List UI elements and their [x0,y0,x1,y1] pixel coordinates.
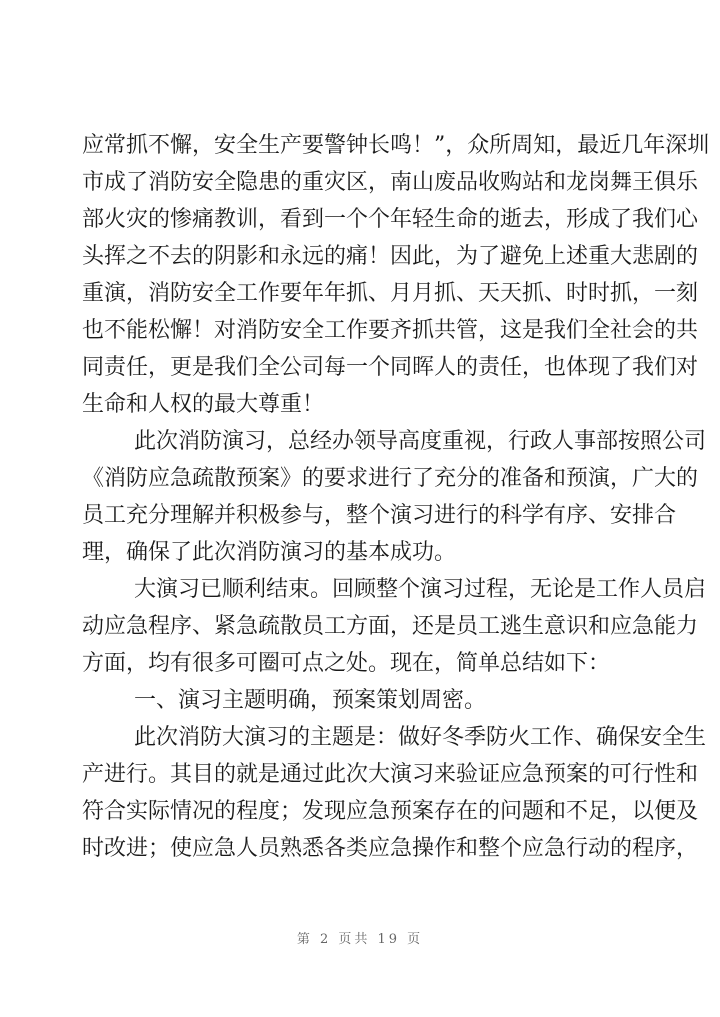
section-heading: 一、演习主题明确，预案策划周密。 [134,688,487,713]
text-line: 部火灾的惨痛教训，看到一个个年轻生命的逝去，形成了我们心 [82,207,699,232]
text-line: 同责任，更是我们全公司每一个同晖人的责任，也体现了我们对 [82,355,699,380]
text-line: 头挥之不去的阴影和永远的痛！因此，为了避免上述重大悲剧的 [82,244,699,269]
paragraph-first-line: 大演习已顺利结束。回顾整个演习过程，无论是工作人员启 [134,577,707,602]
text-line: 理，确保了此次消防演习的基本成功。 [82,540,457,565]
text-line: 方面，均有很多可圈可点之处。现在，简单总结如下： [82,651,611,676]
text-line: 重演，消防安全工作要年年抓、月月抓、天天抓、时时抓，一刻 [82,281,699,306]
text-line: 市成了消防安全隐患的重灾区，南山废品收购站和龙岗舞王俱乐 [82,170,699,195]
text-line: 应常抓不懈，安全生产要警钟长鸣！”，众所周知，最近几年深圳 [82,133,710,158]
text-line: 动应急程序、紧急疏散员工方面，还是员工逃生意识和应急能力 [82,614,699,639]
text-line: 生命和人权的最大尊重！ [82,392,325,417]
text-line: 符合实际情况的程度；发现应急预案存在的问题和不足，以便及 [82,799,699,824]
text-line: 时改进；使应急人员熟悉各类应急操作和整个应急行动的程序， [82,836,699,861]
text-line: 产进行。其目的就是通过此次大演习来验证应急预案的可行性和 [82,762,699,787]
text-line: 《消防应急疏散预案》的要求进行了充分的准备和预演，广大的 [82,466,699,491]
page-number-footer: 第 2 页共 19 页 [296,932,424,947]
text-line: 也不能松懈！对消防安全工作要齐抓共管，这是我们全社会的共 [82,318,699,343]
text-line: 员工充分理解并积极参与，整个演习进行的科学有序、安排合 [82,503,677,528]
paragraph-first-line: 此次消防大演习的主题是：做好冬季防火工作、确保安全生 [134,725,707,750]
paragraph-first-line: 此次消防演习，总经办领导高度重视，行政人事部按照公司 [134,429,707,454]
